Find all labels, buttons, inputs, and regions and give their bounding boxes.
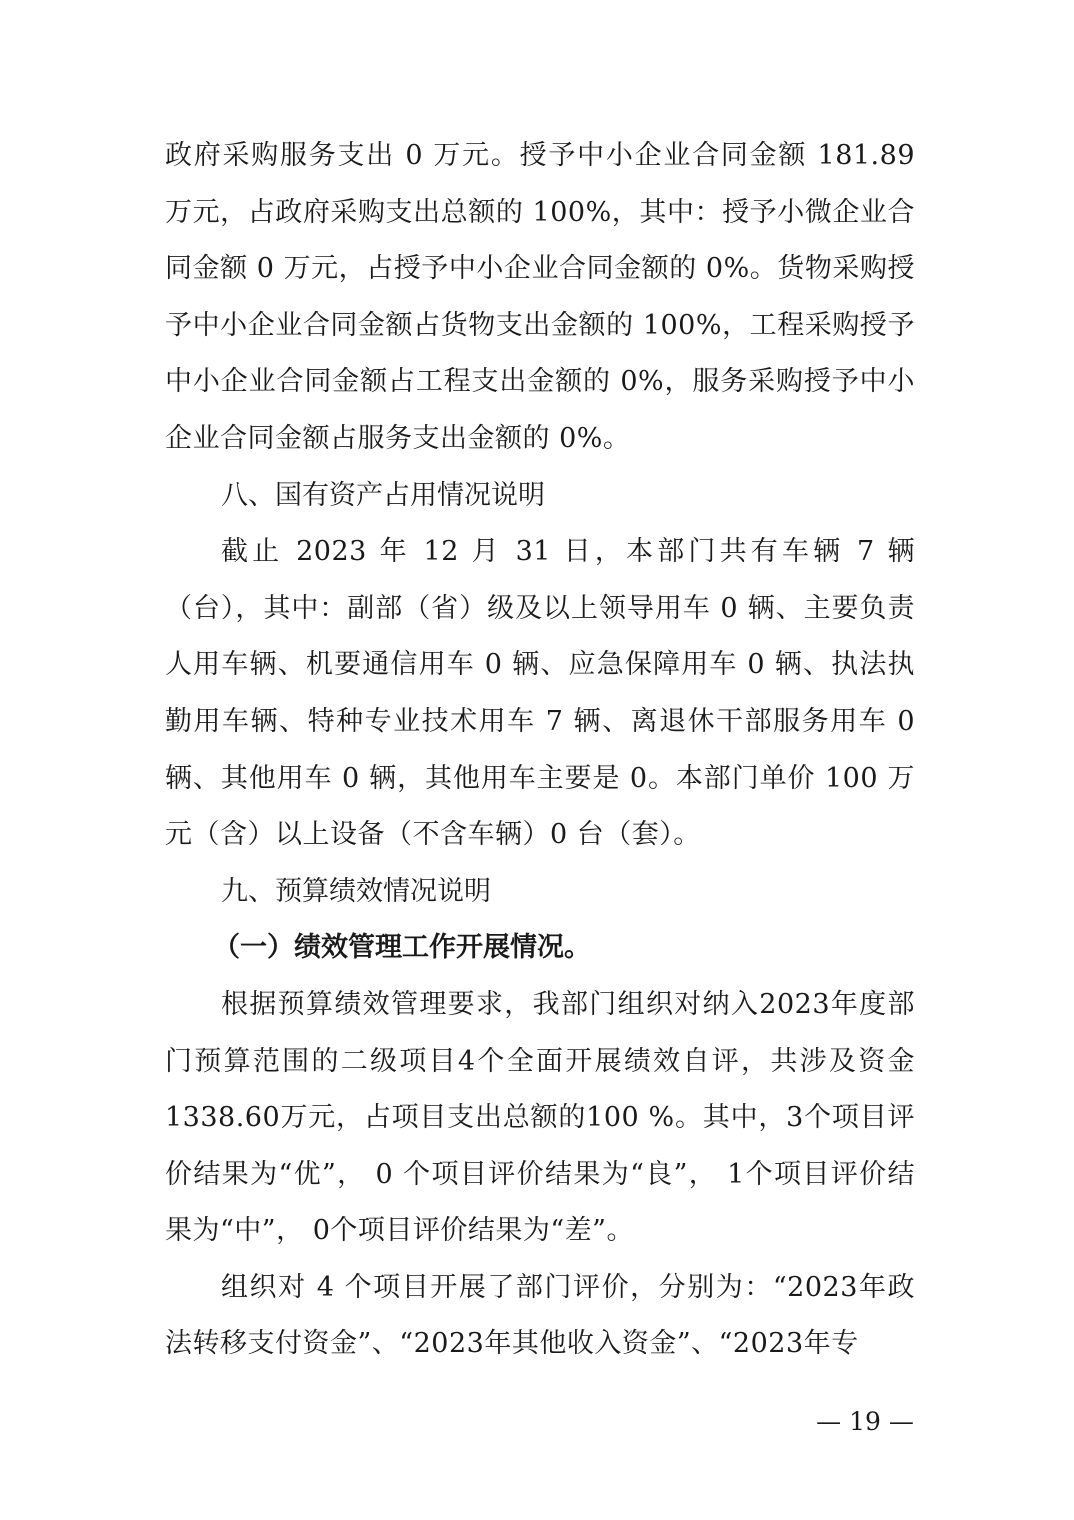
paragraph-vehicles: 截止 2023 年 12 月 31 日，本部门共有车辆 7 辆（台），其中：副部（省）级及以上领导用车 0 辆、主要负责人用车辆、机要通信用车 0 辆、应急保障用车 0 辆、执法执勤用车辆、特种专业技术用车 7 辆、离退休干部服务用车 0 辆、其他用车 0 辆，其他用车主要是 0。本部门单价 100 万元（含）以上设备（不含车辆）0 台（套）。 (165, 536, 915, 851)
section-heading-state-assets: 八、国有资产占用情况说明 (221, 479, 545, 511)
paragraph-procurement-continued: 政府采购服务支出 0 万元。授予中小企业合同金额 181.89 万元，占政府采购支出总额的 100%，其中：授予小微企业合同金额 0 万元，占授予中小企业合同金额的 0%。货物采购授予中小企业合同金额占货物支出金额的 100%，工程采购授予中小企业合同金额占工程支出金额的 0%，服务采购授予中小企业合同金额占服务支出金额的 0%。 (165, 140, 915, 454)
paragraph-department-evaluation: 组织对 4 个项目开展了部门评价，分别为：“2023年政法转移支付资金”、“2023年其他收入资金”、“2023年专 (165, 1271, 915, 1360)
subsection-heading-performance-management: （一）绩效管理工作开展情况。 (213, 932, 591, 964)
section-heading-budget-performance: 九、预算绩效情况说明 (221, 875, 491, 907)
paragraph-self-evaluation: 根据预算绩效管理要求，我部门组织对纳入2023年度部门预算范围的二级项目4个全面开展绩效自评，共涉及资金1338.60万元，占项目支出总额的100 %。其中，3个项目评价结果为“优”， 0 个项目评价结果为“良”， 1个项目评价结果为“中”， 0个项目评价结果为“差”。 (165, 988, 915, 1247)
page-number: — 19 — (816, 1407, 914, 1436)
body-text (165, 128, 915, 1373)
